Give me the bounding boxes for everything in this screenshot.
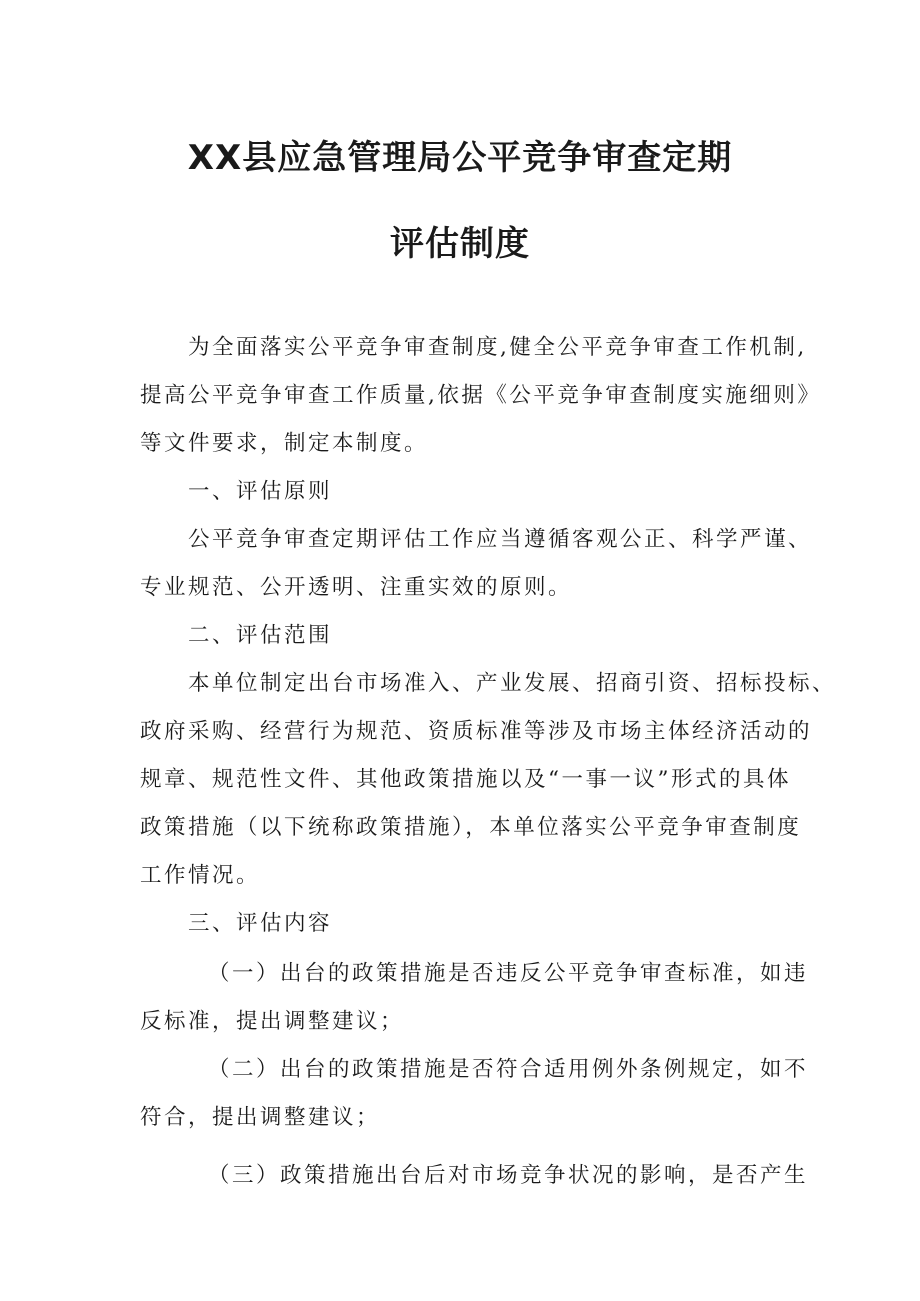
document-title-line-1: XX县应急管理局公平竞争审查定期	[187, 138, 733, 178]
section-heading: 三、评估内容	[188, 911, 333, 936]
document-title-line-2: 评估制度	[390, 224, 530, 264]
section-heading-2	[140, 612, 785, 660]
paragraph-line: 政府采购、经营行为规范、资质标准等涉及市场主体经济活动的	[140, 719, 813, 744]
paragraph-line: （一）出台的政策措施是否违反公平竞争审查标准，如违	[208, 961, 809, 986]
paragraph-line: 专业规范、公开透明、注重实效的原则。	[140, 575, 573, 600]
paragraph-line: 本单位制定出台市场准入、产业发展、招商引资、招标投标、	[188, 671, 837, 696]
paragraph-line: 等文件要求，制定本制度。	[140, 431, 429, 456]
paragraph-intro	[140, 324, 822, 468]
paragraph-line: 政策措施（以下统称政策措施），本单位落实公平竞争审查制度	[140, 815, 802, 840]
paragraph-scope	[140, 660, 837, 900]
paragraph-line: 提高公平竞争审查工作质量,依据《公平竞争审查制度实施细则》	[140, 383, 822, 408]
section-heading-3	[140, 900, 785, 948]
section-heading: 二、评估范围	[188, 623, 333, 648]
paragraph-item-1	[140, 950, 809, 1046]
paragraph-line: 为全面落实公平竞争审查制度,健全公平竞争审查工作机制,	[188, 335, 807, 360]
paragraph-item-3	[140, 1152, 809, 1200]
section-heading: 一、评估原则	[188, 479, 333, 504]
paragraph-line: 工作情况。	[140, 863, 261, 888]
paragraph-line: 公平竞争审查定期评估工作应当遵循客观公正、科学严谨、	[188, 527, 813, 552]
paragraph-item-2	[140, 1046, 809, 1142]
paragraph-principle	[140, 516, 813, 612]
paragraph-line: 反标准，提出调整建议；	[140, 1009, 405, 1034]
paragraph-line: 符合，提出调整建议；	[140, 1105, 381, 1130]
paragraph-line: （三）政策措施出台后对市场竞争状况的影响，是否产生	[208, 1163, 809, 1188]
paragraph-line: 规章、规范性文件、其他政策措施以及“一事一议”形式的具体	[140, 767, 791, 792]
section-heading-1	[140, 468, 785, 516]
paragraph-line: （二）出台的政策措施是否符合适用例外条例规定，如不	[208, 1057, 809, 1082]
